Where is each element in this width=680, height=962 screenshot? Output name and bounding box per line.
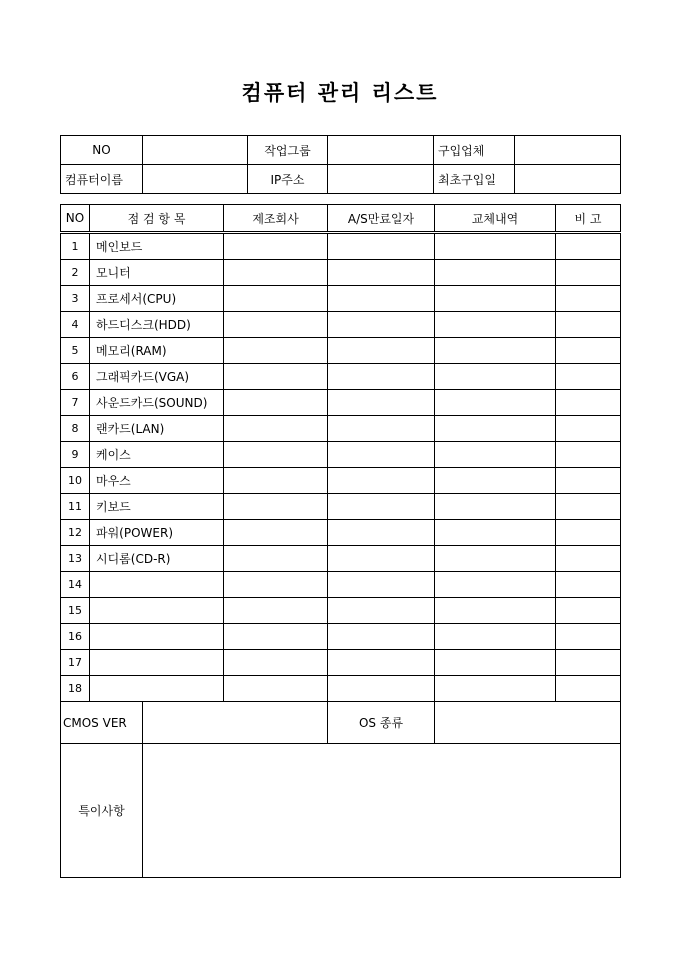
info-row — [61, 165, 621, 194]
cmos-value[interactable] — [143, 702, 328, 744]
row-item — [90, 650, 224, 676]
table-row — [61, 312, 621, 338]
checklist-table — [60, 204, 621, 702]
row-no: 17 — [61, 650, 90, 676]
table-row — [61, 338, 621, 364]
row-note[interactable] — [556, 286, 621, 312]
row-as-expiry[interactable] — [328, 624, 435, 650]
remarks-row — [61, 744, 621, 878]
checklist-body — [61, 233, 621, 702]
row-no: 9 — [61, 442, 90, 468]
row-replacement[interactable] — [435, 312, 556, 338]
row-item: 프로세서(CPU) — [90, 286, 224, 312]
row-no: 18 — [61, 676, 90, 702]
first-purchase-value[interactable] — [515, 165, 621, 194]
header-note: 비 고 — [556, 205, 621, 233]
table-row — [61, 598, 621, 624]
row-note[interactable] — [556, 520, 621, 546]
computer-name-value[interactable] — [143, 165, 248, 194]
table-row — [61, 416, 621, 442]
row-note[interactable] — [556, 468, 621, 494]
row-maker[interactable] — [224, 572, 328, 598]
vendor-label: 구입업체 — [434, 136, 515, 165]
row-maker[interactable] — [224, 546, 328, 572]
row-as-expiry[interactable] — [328, 520, 435, 546]
row-no: 10 — [61, 468, 90, 494]
row-item: 케이스 — [90, 442, 224, 468]
row-item: 모니터 — [90, 260, 224, 286]
row-as-expiry[interactable] — [328, 468, 435, 494]
table-row — [61, 286, 621, 312]
row-note[interactable] — [556, 494, 621, 520]
ip-value[interactable] — [328, 165, 434, 194]
row-item — [90, 676, 224, 702]
row-item: 그래픽카드(VGA) — [90, 364, 224, 390]
row-maker[interactable] — [224, 650, 328, 676]
row-maker[interactable] — [224, 442, 328, 468]
row-replacement[interactable] — [435, 416, 556, 442]
row-maker[interactable] — [224, 390, 328, 416]
row-as-expiry[interactable] — [328, 676, 435, 702]
row-replacement[interactable] — [435, 468, 556, 494]
row-item: 메모리(RAM) — [90, 338, 224, 364]
os-label: OS 종류 — [328, 702, 435, 744]
row-no: 3 — [61, 286, 90, 312]
row-as-expiry[interactable] — [328, 364, 435, 390]
row-item — [90, 572, 224, 598]
row-item: 키보드 — [90, 494, 224, 520]
computer-info-table — [60, 135, 621, 194]
table-row — [61, 390, 621, 416]
row-no: 1 — [61, 233, 90, 260]
work-group-value[interactable] — [328, 136, 434, 165]
row-item: 랜카드(LAN) — [90, 416, 224, 442]
row-replacement[interactable] — [435, 572, 556, 598]
row-replacement[interactable] — [435, 233, 556, 260]
row-maker[interactable] — [224, 416, 328, 442]
first-purchase-label: 최초구입일 — [434, 165, 515, 194]
row-maker[interactable] — [224, 468, 328, 494]
checklist-header-row — [61, 205, 621, 233]
row-as-expiry[interactable] — [328, 312, 435, 338]
table-row — [61, 624, 621, 650]
table-row — [61, 233, 621, 260]
info-row — [61, 136, 621, 165]
table-row — [61, 546, 621, 572]
row-replacement[interactable] — [435, 624, 556, 650]
header-maker: 제조회사 — [224, 205, 328, 233]
row-no: 7 — [61, 390, 90, 416]
row-item — [90, 624, 224, 650]
row-replacement[interactable] — [435, 442, 556, 468]
table-row — [61, 520, 621, 546]
row-replacement[interactable] — [435, 546, 556, 572]
row-note[interactable] — [556, 416, 621, 442]
row-replacement[interactable] — [435, 520, 556, 546]
row-item — [90, 598, 224, 624]
row-replacement[interactable] — [435, 260, 556, 286]
row-maker[interactable] — [224, 286, 328, 312]
row-no: 2 — [61, 260, 90, 286]
row-maker[interactable] — [224, 364, 328, 390]
row-note[interactable] — [556, 312, 621, 338]
table-row — [61, 364, 621, 390]
row-note[interactable] — [556, 364, 621, 390]
row-maker[interactable] — [224, 624, 328, 650]
cmos-label: CMOS VER — [61, 702, 143, 744]
row-maker[interactable] — [224, 312, 328, 338]
row-note[interactable] — [556, 233, 621, 260]
row-note[interactable] — [556, 598, 621, 624]
table-row — [61, 442, 621, 468]
row-as-expiry[interactable] — [328, 572, 435, 598]
row-replacement[interactable] — [435, 390, 556, 416]
row-replacement[interactable] — [435, 650, 556, 676]
row-item: 사운드카드(SOUND) — [90, 390, 224, 416]
vendor-value[interactable] — [515, 136, 621, 165]
row-item: 파워(POWER) — [90, 520, 224, 546]
row-as-expiry[interactable] — [328, 598, 435, 624]
work-group-label: 작업그룹 — [248, 136, 328, 165]
table-row — [61, 676, 621, 702]
row-no: 11 — [61, 494, 90, 520]
row-as-expiry[interactable] — [328, 338, 435, 364]
row-replacement[interactable] — [435, 338, 556, 364]
table-row — [61, 572, 621, 598]
row-no: 8 — [61, 416, 90, 442]
table-row — [61, 260, 621, 286]
os-value[interactable] — [435, 702, 621, 744]
no-label: NO — [61, 136, 143, 165]
row-no: 4 — [61, 312, 90, 338]
row-maker[interactable] — [224, 520, 328, 546]
row-note[interactable] — [556, 390, 621, 416]
row-item: 메인보드 — [90, 233, 224, 260]
row-as-expiry[interactable] — [328, 286, 435, 312]
row-as-expiry[interactable] — [328, 390, 435, 416]
row-replacement[interactable] — [435, 676, 556, 702]
row-as-expiry[interactable] — [328, 650, 435, 676]
page-title: 컴퓨터 관리 리스트 — [241, 80, 439, 105]
row-as-expiry[interactable] — [328, 233, 435, 260]
row-item: 하드디스크(HDD) — [90, 312, 224, 338]
table-row — [61, 650, 621, 676]
row-no: 13 — [61, 546, 90, 572]
row-as-expiry[interactable] — [328, 546, 435, 572]
row-item: 시디롬(CD-R) — [90, 546, 224, 572]
remarks-label: 특이사항 — [61, 744, 143, 878]
computer-name-label: 컴퓨터이름 — [61, 165, 143, 194]
row-replacement[interactable] — [435, 494, 556, 520]
row-as-expiry[interactable] — [328, 416, 435, 442]
header-item: 점 검 항 목 — [90, 205, 224, 233]
header-no: NO — [61, 205, 90, 233]
header-replacement: 교체내역 — [435, 205, 556, 233]
row-note[interactable] — [556, 650, 621, 676]
row-no: 15 — [61, 598, 90, 624]
remarks-value[interactable] — [143, 744, 621, 878]
no-value[interactable] — [143, 136, 248, 165]
row-maker[interactable] — [224, 338, 328, 364]
row-replacement[interactable] — [435, 364, 556, 390]
row-no: 6 — [61, 364, 90, 390]
row-note[interactable] — [556, 624, 621, 650]
row-note[interactable] — [556, 676, 621, 702]
row-as-expiry[interactable] — [328, 494, 435, 520]
row-maker[interactable] — [224, 233, 328, 260]
row-note[interactable] — [556, 260, 621, 286]
row-item: 마우스 — [90, 468, 224, 494]
row-as-expiry[interactable] — [328, 260, 435, 286]
os-row — [61, 702, 621, 744]
row-no: 16 — [61, 624, 90, 650]
table-row — [61, 494, 621, 520]
row-no: 12 — [61, 520, 90, 546]
row-note[interactable] — [556, 442, 621, 468]
table-row — [61, 468, 621, 494]
row-no: 14 — [61, 572, 90, 598]
system-info-table — [60, 701, 621, 878]
row-maker[interactable] — [224, 494, 328, 520]
row-note[interactable] — [556, 572, 621, 598]
row-maker[interactable] — [224, 676, 328, 702]
row-note[interactable] — [556, 546, 621, 572]
row-maker[interactable] — [224, 598, 328, 624]
ip-label: IP주소 — [248, 165, 328, 194]
row-replacement[interactable] — [435, 286, 556, 312]
row-maker[interactable] — [224, 260, 328, 286]
row-no: 5 — [61, 338, 90, 364]
row-replacement[interactable] — [435, 598, 556, 624]
row-as-expiry[interactable] — [328, 442, 435, 468]
header-as-expiry: A/S만료일자 — [328, 205, 435, 233]
row-note[interactable] — [556, 338, 621, 364]
